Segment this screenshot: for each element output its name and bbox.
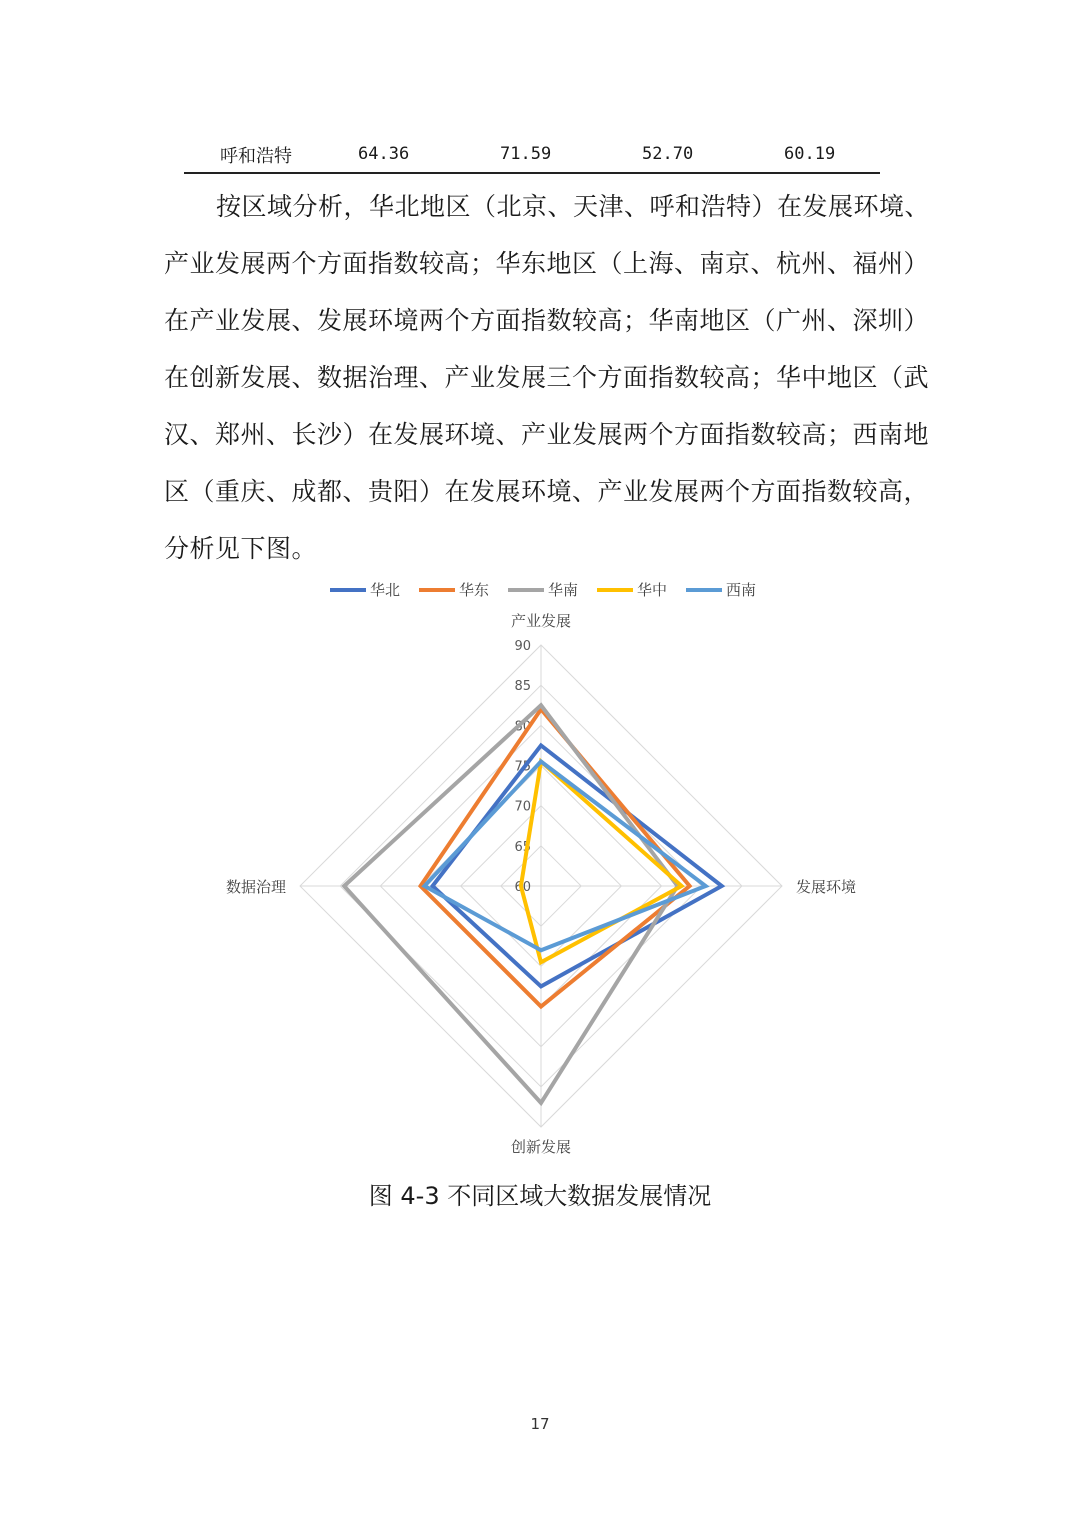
axis-label: 发展环境: [796, 878, 857, 896]
chart-legend: [330, 581, 756, 599]
tick-label: 90: [514, 639, 531, 654]
radar-series: [344, 705, 722, 1103]
paragraph-line: 在创新发展、数据治理、产业发展三个方面指数较高；华中地区（武: [164, 363, 930, 392]
axis-label: 产业发展: [510, 612, 572, 630]
page-number: 17: [530, 1415, 550, 1433]
table-cell-value: 71.59: [500, 144, 552, 164]
tick-label: 85: [514, 679, 531, 695]
paragraph-line: 汉、郑州、长沙）在发展环境、产业发展两个方面指数较高；西南地: [164, 420, 930, 449]
axis-label: 数据治理: [225, 878, 286, 896]
paragraph-line: 在产业发展、发展环境两个方面指数较高；华南地区（广州、深圳）: [164, 306, 930, 335]
table-cell-city: 呼和浩特: [220, 146, 292, 167]
legend-label: 华中: [637, 581, 668, 599]
tick-label: 70: [514, 799, 531, 815]
tick-label: 65: [514, 839, 531, 855]
legend-label: 西南: [726, 581, 757, 599]
paragraph-line: 按区域分析，华北地区（北京、天津、呼和浩特）在发展环境、: [216, 192, 931, 221]
legend-label: 华北: [370, 581, 401, 599]
table-cell-value: 64.36: [358, 144, 410, 164]
tick-label: 80: [514, 719, 531, 735]
figure-caption: 图 4-3 不同区域大数据发展情况: [368, 1182, 712, 1210]
series-line: [344, 705, 677, 1103]
radar-grid: [300, 645, 782, 1127]
table-cell-value: 60.19: [784, 144, 836, 164]
table-cell-value: 52.70: [642, 144, 694, 164]
legend-label: 华东: [459, 581, 490, 599]
tick-label: 60: [514, 880, 531, 895]
paragraph-line: 产业发展两个方面指数较高；华东地区（上海、南京、杭州、福州）: [164, 249, 930, 278]
axis-label: 创新发展: [510, 1138, 572, 1156]
paragraph-line: 区（重庆、成都、贵阳）在发展环境、产业发展两个方面指数较高，: [164, 477, 930, 506]
paragraph-line: 分析见下图。: [164, 534, 318, 563]
legend-label: 华南: [548, 581, 579, 599]
tick-label: 75: [514, 759, 531, 775]
